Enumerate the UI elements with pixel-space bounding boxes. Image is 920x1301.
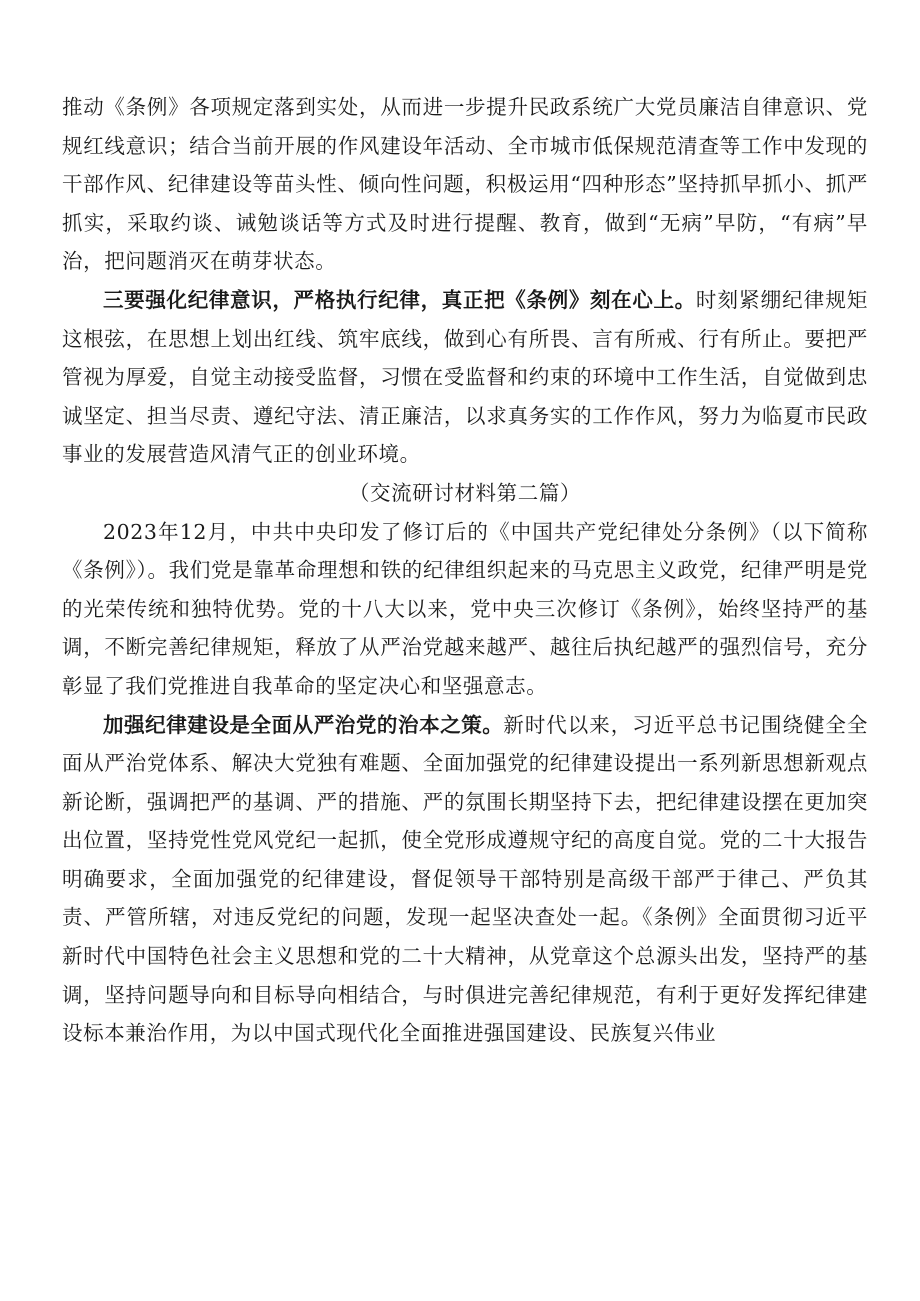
paragraph-intro-regulation: 2023年12月，中共中央印发了修订后的《中国共产党纪律处分条例》（以下简称《条例》）。我们党是靠革命理想和铁的纪律组织起来的马克思主义政党，纪律严明是党的光荣传统和独特优势。党的十八大以来，党中央三次修订《条例》，始终坚持严的基调，不断完善纪律规矩，释放了从严治党越来越严、越往后执纪越严的强烈信号，充分彰显了我们党推进自我革命的坚定决心和坚强意志。 bbox=[62, 519, 868, 698]
paragraph-continuation: 推动《条例》各项规定落到实处，从而进一步提升民政系统广大党员廉洁自律意识、党规红线意识；结合当前开展的作风建设年活动、全市城市低保规范清查等工作中发现的干部作风、纪律建设等苗头性、倾向性问题，积极运用“四种形态”坚持抓早抓小、抓严抓实，采取约谈、诫勉谈话等方式及时进行提醒、教育，做到“无病”早防，“有病”早治，把问题消灭在萌芽状态。 bbox=[62, 95, 868, 274]
paragraph-discipline-construction bbox=[62, 706, 868, 1053]
paragraph-body-text: 新时代以来，习近平总书记围绕健全全面从严治党体系、解决大党独有难题、全面加强党的纪律建设提出一系列新思想新观点新论断，强调把严的基调、严的措施、严的氛围长期坚持下去，把纪律建设摆在更加突出位置，坚持党性党风党纪一起抓，使全党形成遵规守纪的高度自觉。党的二十大报告明确要求，全面加强党的纪律建设，督促领导干部特别是高级干部严于律己、严负其责、严管所辖，对违反党纪的问题，发现一起坚决查处一起。《条例》全面贯彻习近平新时代中国特色社会主义思想和党的二十大精神，从党章这个总源头出发，坚持严的基调，坚持问题导向和目标导向相结合，与时俱进完善纪律规范，有利于更好发挥纪律建设标本兼治作用，为以中国式现代化全面推进强国建设、民族复兴伟业 bbox=[62, 712, 868, 1046]
paragraph-lead-sentence: 加强纪律建设是全面从严治党的治本之策。 bbox=[103, 712, 504, 737]
paragraph-lead-sentence: 三要强化纪律意识，严格执行纪律，真正把《条例》刻在心上。 bbox=[103, 287, 696, 312]
paragraph-discipline-awareness bbox=[62, 281, 868, 474]
section-heading: （交流研讨材料第二篇） bbox=[348, 480, 582, 505]
paragraph-body-text: 时刻紧绷纪律规矩这根弦，在思想上划出红线、筑牢底线，做到心有所畏、言有所戒、行有所止。要把严管视为厚爱，自觉主动接受监督，习惯在受监督和约束的环境中工作生活，自觉做到忠诚坚定、担当尽责、遵纪守法、清正廉洁，以求真务实的工作作风，努力为临夏市民政事业的发展营造风清气正的创业环境。 bbox=[62, 287, 868, 467]
document-page bbox=[62, 88, 868, 1053]
